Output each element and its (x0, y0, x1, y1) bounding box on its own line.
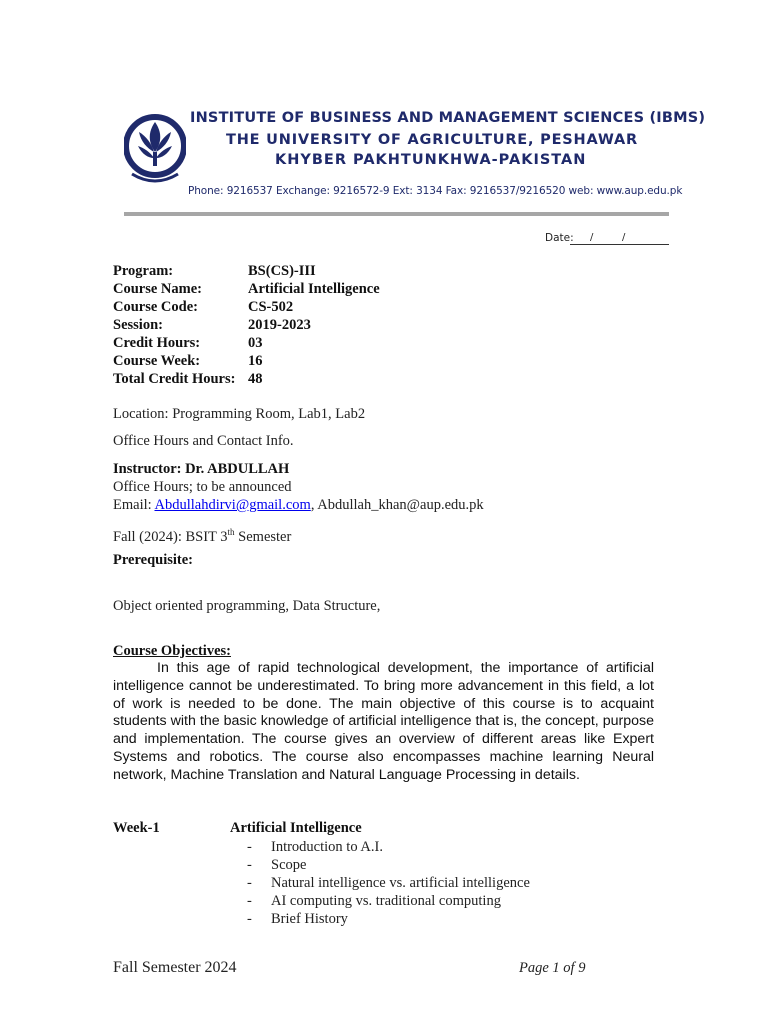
info-key: Session: (113, 317, 163, 333)
bullet-dash: - (247, 839, 252, 855)
info-value: 2019-2023 (248, 317, 311, 333)
date-label: Date: (545, 232, 574, 244)
topic-text: Introduction to A.I. (271, 839, 383, 855)
objectives-heading: Course Objectives: (113, 643, 231, 659)
page-number: Page 1 of 9 (519, 960, 586, 976)
list-item (247, 910, 348, 928)
email-line (113, 496, 484, 514)
footer-semester: Fall Semester 2024 (113, 959, 237, 976)
info-value: BS(CS)-III (248, 263, 316, 279)
list-item (247, 892, 501, 910)
info-value: 16 (248, 353, 263, 369)
info-key: Course Name: (113, 281, 202, 297)
office-hours-heading: Office Hours and Contact Info. (113, 433, 294, 449)
instructor-name: Instructor: Dr. ABDULLAH (113, 461, 290, 477)
topic-text: Brief History (271, 911, 348, 927)
date-separator: / (590, 232, 594, 243)
semester-line (113, 523, 291, 546)
info-row-credit-hours (113, 334, 263, 352)
info-row-total-credit-hours (113, 370, 263, 388)
info-value: 48 (248, 371, 263, 387)
prerequisite-text: Object oriented programming, Data Structure, (113, 598, 381, 614)
prerequisite-label: Prerequisite: (113, 552, 193, 568)
letterhead-university: THE UNIVERSITY OF AGRICULTURE, PESHAWAR (226, 132, 638, 148)
info-row-course-code (113, 298, 293, 316)
university-logo (124, 108, 186, 194)
objectives-paragraph (113, 660, 654, 785)
week-label: Week-1 (113, 820, 160, 836)
info-key: Course Week: (113, 353, 201, 369)
letterhead-contact: Phone: 9216537 Exchange: 9216572-9 Ext: 3134 Fax: 9216537/9216520 web: www.aup.edu.pk (188, 185, 683, 197)
info-row-course-week (113, 352, 263, 370)
info-row-program (113, 262, 316, 280)
info-value: Artificial Intelligence (248, 281, 380, 297)
letterhead-institute: INSTITUTE OF BUSINESS AND MANAGEMENT SCIENCES (IBMS) (190, 110, 706, 126)
topic-text: Natural intelligence vs. artificial intelligence (271, 875, 530, 891)
date-line (570, 244, 669, 245)
semester-suffix: Semester (234, 528, 292, 545)
list-item (247, 874, 530, 892)
semester-prefix: Fall (2024): BSIT 3 (113, 528, 228, 545)
info-row-session (113, 316, 311, 334)
info-key: Total Credit Hours: (113, 371, 236, 387)
info-row-course-name (113, 280, 380, 298)
email-secondary: , Abdullah_khan@aup.edu.pk (310, 497, 484, 513)
semester-ordinal: th (227, 527, 235, 537)
topic-text: Scope (271, 857, 307, 873)
info-key: Course Code: (113, 299, 198, 315)
topic-text: AI computing vs. traditional computing (271, 893, 501, 909)
list-item (247, 838, 383, 856)
date-separator: / (622, 232, 626, 243)
bullet-dash: - (247, 911, 252, 927)
bullet-dash: - (247, 857, 252, 873)
letterhead-province: KHYBER PAKHTUNKHWA-PAKISTAN (275, 152, 587, 168)
email-label: Email: (113, 497, 155, 513)
office-hours-text: Office Hours; to be announced (113, 479, 292, 495)
info-value: 03 (248, 335, 263, 351)
bullet-dash: - (247, 875, 252, 891)
objectives-text: In this age of rapid technological development, the importance of artificial intelligence cannot be underestimated. To bring more advancement in this field, a lot of work is needed to be done. The main objective of this course is to acquaint students with the basic knowledge of artificial intelligence that is, the concept, purpose and implementation. The course gives an overview of different areas like Expert Systems and robotics. The course also encompasses machine learning Neural network, Machine Translation and Natural Language Processing in details. (113, 660, 654, 783)
info-value: CS-502 (248, 299, 294, 315)
info-key: Program: (113, 263, 174, 279)
location-text: Location: Programming Room, Lab1, Lab2 (113, 406, 366, 422)
letterhead-divider (124, 212, 669, 216)
week-title: Artificial Intelligence (230, 820, 362, 836)
info-key: Credit Hours: (113, 335, 201, 351)
list-item (247, 856, 306, 874)
bullet-dash: - (247, 893, 252, 909)
email-link[interactable]: Abdullahdirvi@gmail.com (154, 497, 311, 513)
